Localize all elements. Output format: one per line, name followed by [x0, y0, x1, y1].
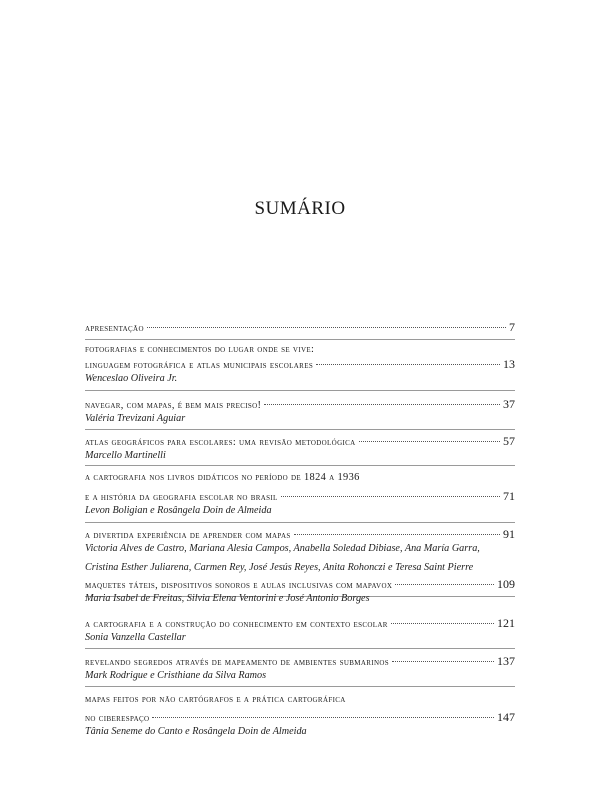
toc-entry-ciberespaco[interactable]	[85, 692, 515, 740]
toc-page-number: 13	[503, 357, 515, 371]
toc-title: no ciberespaço	[85, 713, 150, 724]
dot-leader	[359, 441, 500, 442]
toc-title: a divertida experiência de aprender com mapas	[85, 530, 291, 541]
divider	[85, 686, 515, 687]
toc-entry-atlas[interactable]	[85, 434, 515, 464]
toc-entry-apresentacao[interactable]	[85, 320, 515, 335]
toc-page-number: 121	[497, 616, 515, 630]
dot-leader	[294, 534, 500, 535]
dot-leader	[316, 364, 500, 365]
toc-title: e a história da geografia escolar no brasil	[85, 492, 278, 503]
divider	[85, 339, 515, 340]
divider	[85, 465, 515, 466]
toc-title: maquetes táteis, dispositivos sonoros e aulas inclusivas com mapavox	[85, 580, 393, 591]
toc-authors: Marcello Martinelli	[85, 450, 166, 461]
dot-leader	[281, 496, 500, 497]
toc-entry-segredos[interactable]	[85, 654, 515, 684]
toc-page-number: 71	[503, 489, 515, 503]
dot-leader	[391, 623, 494, 624]
dot-leader	[152, 717, 494, 718]
toc-title: atlas geográficos para escolares: uma revisão metodológica	[85, 437, 356, 448]
toc-entry-navegar[interactable]	[85, 397, 515, 427]
divider	[85, 522, 515, 523]
toc-line	[85, 577, 515, 592]
toc-line	[85, 357, 515, 372]
divider	[85, 390, 515, 391]
toc-entry-construcao[interactable]	[85, 616, 515, 646]
toc-title: a cartografia e a construção do conhecimento em contexto escolar	[85, 619, 388, 630]
toc-title: navegar, com mapas, é bem mais preciso!	[85, 400, 262, 411]
toc-line	[85, 397, 515, 412]
toc-authors: Wenceslao Oliveira Jr.	[85, 373, 178, 384]
toc-authors: Cristina Esther Juliarena, Carmen Rey, José Jesús Reyes, Anita Rohonczi e Teresa Saint Pierre	[85, 561, 474, 573]
toc-line	[85, 342, 515, 357]
toc-page-number: 37	[503, 397, 515, 411]
page-title: SUMÁRIO	[254, 198, 346, 219]
toc-page-number: 57	[503, 434, 515, 448]
toc-line	[85, 692, 515, 707]
toc-authors: Victoria Alves de Castro, Mariana Alesia Campos, Anabella Soledad Dibiase, Ana María Garra,	[85, 543, 480, 554]
dot-leader	[147, 327, 506, 328]
toc-page-number: 147	[497, 710, 515, 724]
dot-leader	[264, 404, 500, 405]
toc-entry-maquetes[interactable]	[85, 577, 515, 607]
toc-line	[85, 616, 515, 631]
dot-leader	[392, 661, 494, 662]
toc-page-number: 137	[497, 654, 515, 668]
toc-line	[85, 527, 515, 542]
toc-authors: Valéria Trevizani Aguiar	[85, 413, 186, 424]
toc-title: apresentação	[85, 323, 144, 334]
toc-line	[85, 654, 515, 669]
toc-title: linguagem fotográfica e atlas municipais escolares	[85, 360, 314, 371]
dot-leader	[395, 584, 494, 585]
toc-title: revelando segredos através de mapeamento de ambientes submarinos	[85, 657, 390, 668]
toc-page-number: 7	[509, 320, 515, 334]
divider	[85, 429, 515, 430]
toc-entry-fotografias[interactable]	[85, 342, 515, 387]
toc-page-number: 109	[497, 577, 515, 591]
toc-title: fotografias e conhecimentos do lugar onde se vive:	[85, 344, 315, 355]
toc-authors: Mark Rodrigue e Cristhiane da Silva Ramos	[85, 670, 267, 681]
divider	[85, 648, 515, 649]
toc-page-number: 91	[503, 527, 515, 541]
toc-line	[85, 489, 515, 504]
toc-authors: Levon Boligian e Rosângela Doin de Almeida	[85, 505, 272, 516]
toc-title: mapas feitos por não cartógrafos e a prática cartográfica	[85, 694, 346, 705]
toc-line	[85, 320, 515, 335]
toc-authors: Tânia Seneme do Canto e Rosângela Doin de Almeida	[85, 726, 307, 737]
toc-title: a cartografia nos livros didáticos no período de 1824 a 1936	[85, 472, 360, 483]
toc-line	[85, 710, 515, 725]
toc-authors: Sonia Vanzella Castellar	[85, 632, 186, 643]
toc-entry-cartografia-livros[interactable]	[85, 470, 515, 519]
toc-line	[85, 470, 515, 485]
toc-authors: Maria Isabel de Freitas, Silvia Elena Ventorini e José Antonio Borges	[85, 593, 370, 604]
toc-entry-divertida[interactable]	[85, 527, 515, 575]
toc-line	[85, 434, 515, 449]
